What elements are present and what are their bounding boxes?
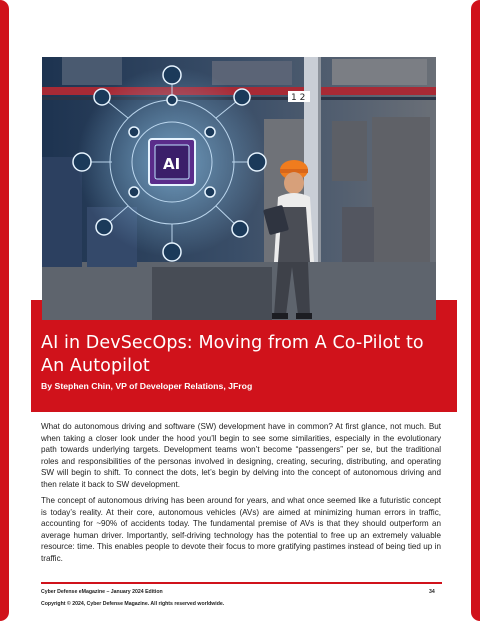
footer-divider	[41, 582, 442, 584]
right-edge-bar	[471, 0, 480, 621]
article-title: AI in DevSecOps: Moving from A Co-Pilot to An Autopilot	[41, 333, 424, 376]
article-byline: By Stephen Chin, VP of Developer Relations, JFrog	[41, 381, 253, 391]
ai-chip-icon	[149, 139, 195, 185]
page-number: 34	[429, 589, 435, 595]
body-paragraph-2: The concept of autonomous driving has been around for years, and what once seemed like a futuristic concept is today’s reality. At their core, autonomous vehicles (AVs) are aimed at minimizing human errors in traffic, accounting for ~90% of accidents today. The fundamental premise of AVs is that they should outperform an average human driver. Importantly, self-driving technology has the potential to free up an extremely valuable resource: time. This enables people to devote their focus to more gratifying pastimes instead of being tied up in traffic.	[41, 496, 441, 563]
left-edge-bar	[0, 0, 9, 621]
ai-chip-label: AI	[163, 155, 181, 173]
footer-copyright: Copyright © 2024, Cyber Defense Magazine. All rights reserved worldwide.	[41, 601, 225, 607]
body-paragraph-1: What do autonomous driving and software (SW) development have in common? At first glance, not much. But when taking a closer look under the hood you’ll begin to see some similarities, especially in the evolutionary path towards underlying targets. Development teams won’t become “passengers” per se, but the traditional roles and responsibilities of the personas involved in designing, creating, securing, distributing, and operating SW will begin to shift. To connect the dots, let’s begin by delving into the concept of autonomous driving and then relate it back to SW development.	[41, 422, 441, 489]
rack-label: 1 2	[291, 93, 306, 103]
hero-image	[42, 57, 436, 320]
footer-edition: Cyber Defense eMagazine – January 2024 Edition	[41, 589, 163, 595]
